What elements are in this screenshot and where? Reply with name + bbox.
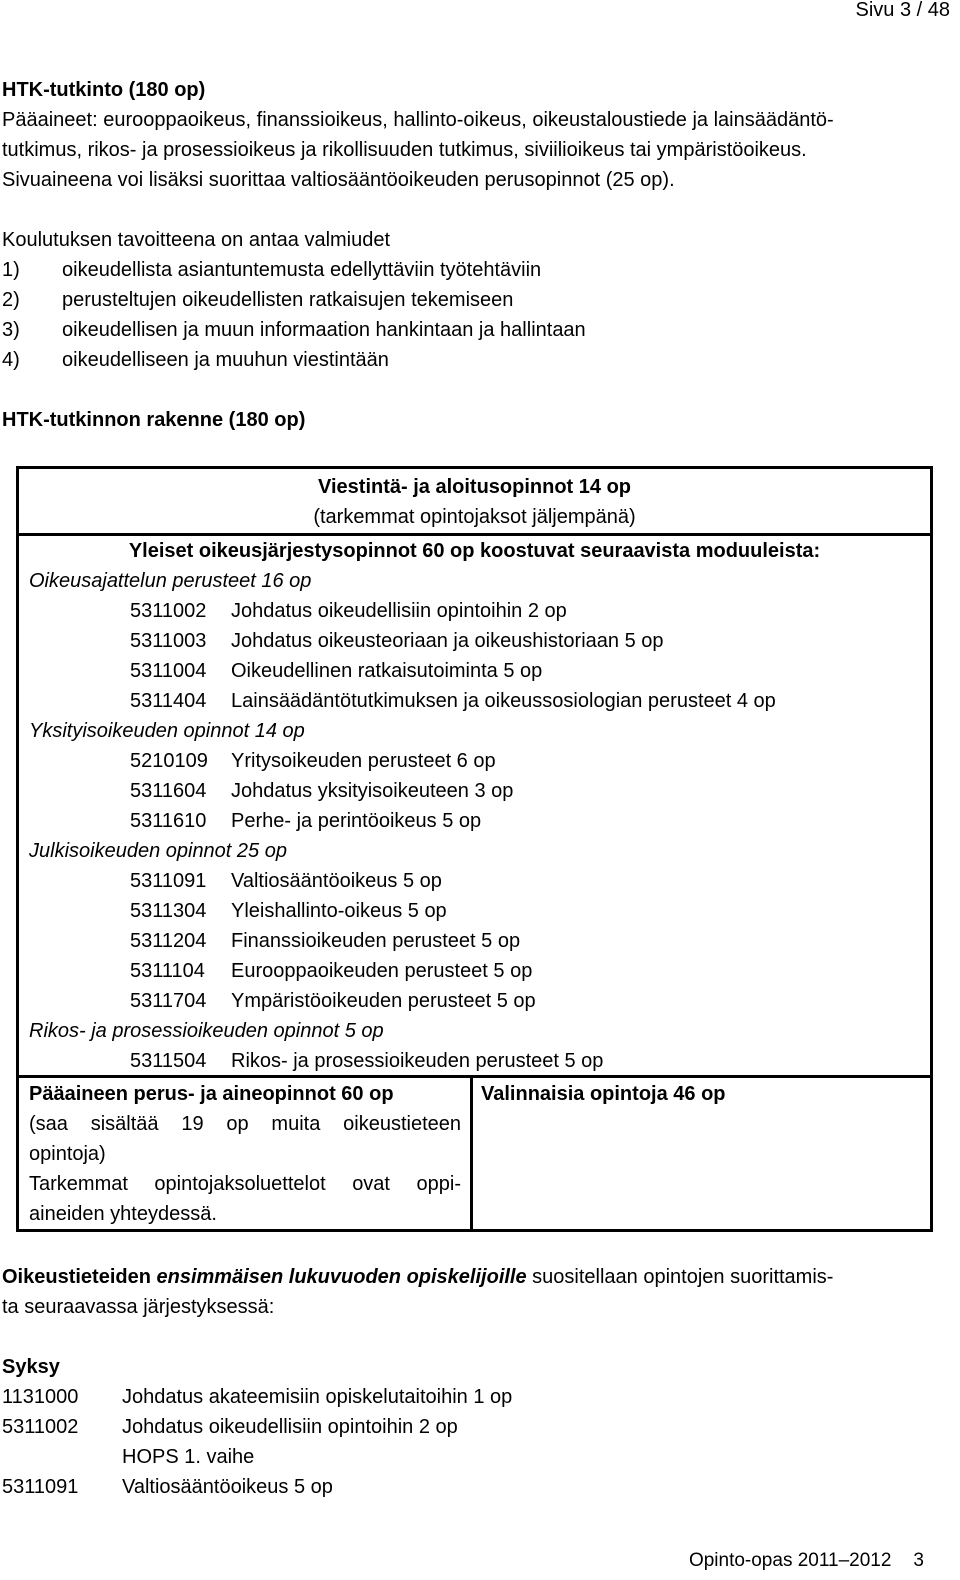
major-studies-line: aineiden yhteydessä. [29,1203,217,1225]
course-name: Perhe- ja perintöoikeus 5 op [231,810,482,832]
goal-num: 2) [2,289,20,311]
fall-course-name: HOPS 1. vaihe [122,1446,255,1468]
footer [689,1550,924,1572]
intro-line: tutkimus, rikos- ja prosessioikeus ja rikollisuuden tutkimus, siviilioikeus tai ympäristöoikeus. [2,139,807,161]
course-code: 5311004 [130,660,207,682]
page-number: Sivu 3 / 48 [855,0,950,21]
goal-text: perusteltujen oikeudellisten ratkaisujen tekemiseen [62,289,514,311]
first-year-recommendation [2,1262,952,1322]
course-row [130,626,930,656]
course-row [130,956,930,986]
course-row [130,656,930,686]
fall-course-name: Johdatus oikeudellisiin opintoihin 2 op [122,1416,458,1438]
goal-item [2,285,586,315]
course-row [130,1046,930,1076]
general-studies-title: Yleiset oikeusjärjestysopinnot 60 op koostuvat seuraavista moduuleista: [128,540,821,562]
goal-num: 3) [2,319,20,341]
goal-item [2,255,586,285]
module-title: Oikeusajattelun perusteet 16 op [29,570,312,592]
first-year-bold: Oikeustieteiden [2,1266,151,1288]
major-studies-title: Pääaineen perus- ja aineopinnot 60 op [29,1083,394,1105]
course-name: Ympäristöoikeuden perusteet 5 op [231,990,536,1012]
course-code: 5311104 [130,960,205,982]
course-row [130,986,930,1016]
course-name: Lainsäädäntötutkimuksen ja oikeussosiologian perusteet 4 op [231,690,776,712]
course-code: 5311504 [130,1050,207,1072]
fall-course-code: 5311091 [2,1476,79,1498]
goal-text: oikeudellista asiantuntemusta edellyttäviin työtehtäviin [62,259,542,281]
fall-course-row [2,1442,512,1472]
fall-course-code: 1131000 [2,1386,79,1408]
footer-text: Opinto-opas 2011–2012 [688,1550,892,1571]
fall-course-name: Valtiosääntöoikeus 5 op [122,1476,333,1498]
major-studies-line: Tarkemmat opintojaksoluettelot ovat oppi- [29,1173,461,1195]
general-studies-cell [19,536,930,1076]
first-year-rest: suositellaan opintojen suorittamis- [532,1266,834,1288]
structure-table [16,466,933,1232]
goals-section [2,225,586,375]
course-code: 5311091 [130,870,207,892]
course-code: 5311002 [130,600,207,622]
module-title: Yksityisoikeuden opinnot 14 op [29,720,305,742]
goal-text: oikeudelliseen ja muuhun viestintään [62,349,389,371]
first-year-line2: ta seuraavassa järjestyksessä: [2,1296,275,1318]
course-code: 5311610 [130,810,207,832]
course-code: 5311204 [130,930,207,952]
course-row [130,926,930,956]
major-studies-cell [29,1079,461,1229]
module-title: Rikos- ja prosessioikeuden opinnot 5 op [29,1020,384,1042]
intro-studies-title: Viestintä- ja aloitusopinnot 14 op [318,476,631,498]
course-name: Johdatus yksityisoikeuteen 3 op [231,780,514,802]
course-row [130,896,930,926]
course-code: 5311604 [130,780,207,802]
course-row [130,596,930,626]
module-title: Julkisoikeuden opinnot 25 op [29,840,287,862]
course-name: Johdatus oikeusteoriaan ja oikeushistoriaan 5 op [231,630,664,652]
course-name: Rikos- ja prosessioikeuden perusteet 5 op [231,1050,604,1072]
course-code: 5311003 [130,630,207,652]
intro-section [2,75,952,195]
course-name: Eurooppaoikeuden perusteet 5 op [231,960,533,982]
course-name: Valtiosääntöoikeus 5 op [231,870,442,892]
course-name: Oikeudellinen ratkaisutoiminta 5 op [231,660,543,682]
first-year-bold-italic: ensimmäisen lukuvuoden opiskelijoille [156,1266,527,1288]
course-row [130,866,930,896]
footer-page: 3 [913,1550,924,1571]
course-row [130,776,930,806]
course-code: 5311404 [130,690,207,712]
goal-item [2,345,586,375]
course-name: Johdatus oikeudellisiin opintoihin 2 op [231,600,567,622]
goals-intro: Koulutuksen tavoitteena on antaa valmiudet [2,229,391,251]
intro-line: Sivuaineena voi lisäksi suorittaa valtiosääntöoikeuden perusopinnot (25 op). [2,169,675,191]
fall-course-list [2,1382,512,1502]
fall-title: Syksy [2,1356,60,1378]
goal-num: 1) [2,259,20,281]
course-name: Finanssioikeuden perusteet 5 op [231,930,521,952]
goal-item [2,315,586,345]
course-row [130,806,930,836]
course-row [130,686,930,716]
fall-course-row [2,1382,512,1412]
course-name: Yleishallinto-oikeus 5 op [231,900,447,922]
course-code: 5311704 [130,990,207,1012]
goal-text: oikeudellisen ja muun informaation hankintaan ja hallintaan [62,319,586,341]
degree-title: HTK-tutkinto (180 op) [2,79,206,101]
course-code: 5210109 [130,750,208,772]
fall-course-code: 5311002 [2,1416,79,1438]
goal-num: 4) [2,349,20,371]
fall-course-row [2,1472,512,1502]
course-row [130,746,930,776]
major-studies-line: (saa sisältää 19 op muita oikeustieteen [29,1113,461,1135]
intro-line: Pääaineet: eurooppaoikeus, finanssioikeus, hallinto-oikeus, oikeustaloustiede ja lainsäädäntö- [2,109,834,131]
structure-title: HTK-tutkinnon rakenne (180 op) [2,409,306,431]
course-name: Yritysoikeuden perusteet 6 op [231,750,496,772]
electives-cell [481,1079,726,1109]
fall-course-name: Johdatus akateemisiin opiskelutaitoihin 1 op [122,1386,513,1408]
table-column-divider [470,1075,473,1229]
fall-course-row [2,1412,512,1442]
electives-title: Valinnaisia opintoja 46 op [481,1083,726,1105]
intro-studies-subtitle: (tarkemmat opintojaksot jäljempänä) [313,506,636,528]
course-code: 5311304 [130,900,207,922]
intro-studies-cell [19,472,930,532]
major-studies-line: opintoja) [29,1143,106,1165]
